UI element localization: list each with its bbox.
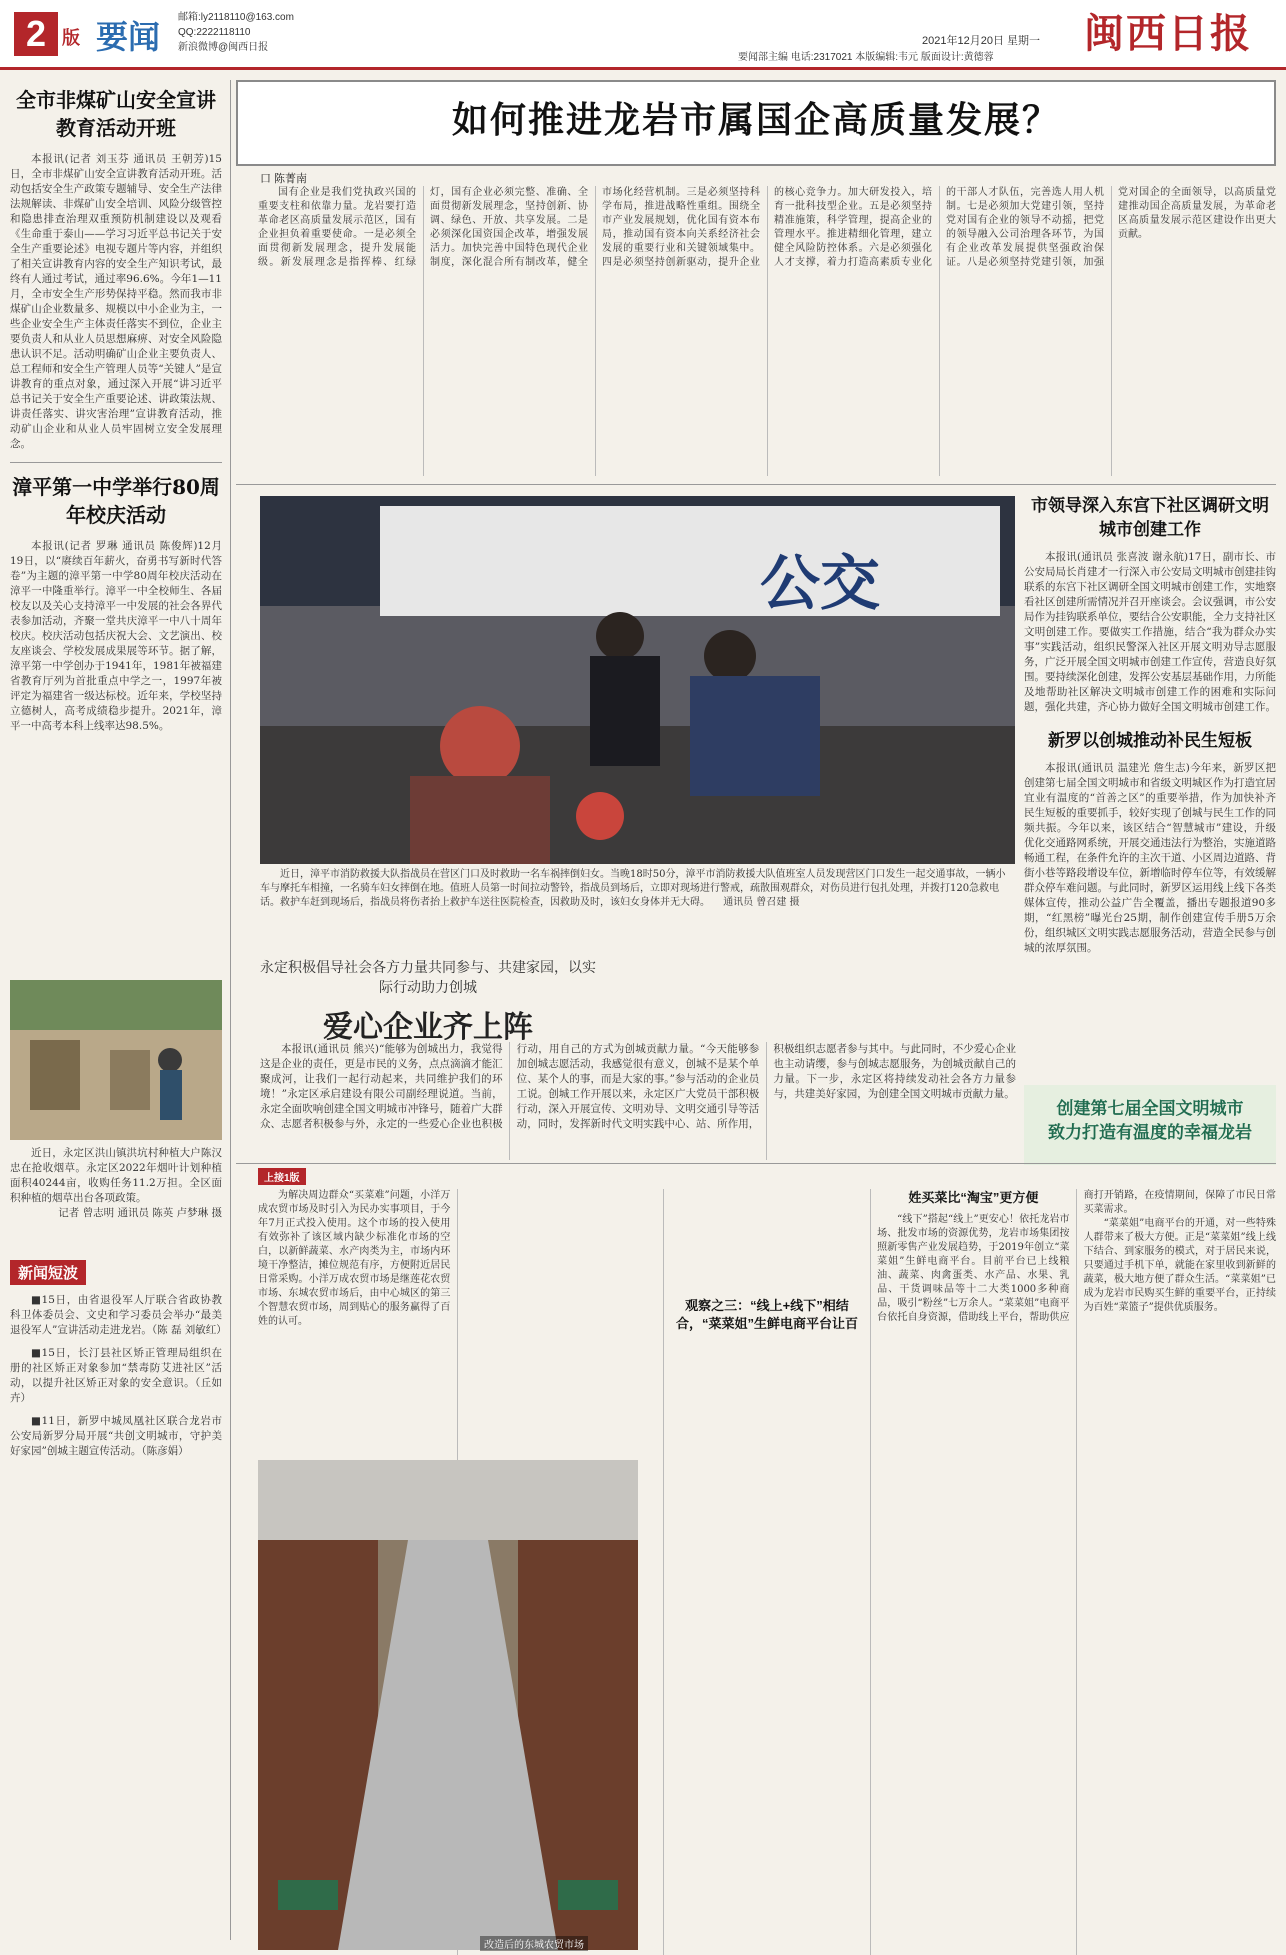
rescue-caption-text: 近日，漳平市消防救援大队指战员在营区门口及时救助一名车祸摔倒妇女。当晚18时50分，漳平市消防救援大队值班室人员发现营区门口发生一起交通事故，一辆小车与摩托车相撞，一名骑车妇女摔倒在地。值班人员第一时间拉动警铃，指战员到场后，立即对现场进行警戒，疏散围观群众，对伤员进行包扎处理，并拨打120急救电话。救护车赶到现场后，指战员将伤者抬上救护车送往医院检查，因救助及时，该妇女身体并无大碍。 [260,869,1006,908]
market-subhead: 观察之三：“线上+线下”相结合，“菜菜姐”生鲜电商平台让百姓买菜比“淘宝”更方便 [675,1190,1039,1331]
market-body: 为解决周边群众“买菜难”问题，小洋万成农贸市场及时引入为民办实事项目，于今年7月正式投入使用。这个市场的投入使用有效弥补了该区域内缺少标准化市场的空白，以新鲜蔬菜、水产肉类为主，市场内环境干净整洁，摊位规范有序，方便附近居民日常采购。小洋万成农贸市场是继莲花农贸市场、东城农贸市场后，由中心城区的第三个智慧农贸市场，周到贴心的服务赢得了百姓的认可。 [258,1190,451,1327]
market-body-3: “菜菜姐”电商平台的开通，对一些特殊人群带来了极大方便。正是“菜菜姐”线上线下结合、到家服务的模式，对于居民来说，只要通过手机下单，就能在家里收到新鲜的蔬菜，极大地方便了群众生活。“菜菜姐”已成为龙岩市民购买生鲜的重要平台，正持续为百姓“菜篮子”提供优质服务。 [1083,1218,1276,1313]
headline-title: 如何推进龙岩市属国企高质量发展？ [451,100,1060,141]
weibo-line: 新浪微博@闽西日报 [178,42,269,53]
civilized-city-banner [1024,1085,1276,1165]
article-body-xinluo: 本报讯(通讯员 温建光 詹生志)今年来，新罗区把创建第七届全国文明城市和省级文明城区作为打造宜居宜业有温度的“首善之区”的重要举措，作为加快补齐民生短板的重要抓手，较好实现了创城与民生工作的同频共振。今年以来，该区结合“智慧城市”建设，升级优化交通路网系统，开展交通违法行为整治，实施道路畅通工程，在条件允许的主次干道、小区周边道路、背街小巷等路段增设车位，新增临时停车位等，有效缓解群众停车难问题。与此同时，新罗区运用线上线下各类媒体宣传，推动公益广告全覆盖，播出专题报道90多期，“红黑榜”曝光台25期，制作创建宣传手册5万余份，组织城区文明实践志愿服务活动，营造全民参与创城的浓厚氛围。 [1024,762,1276,954]
column-divider [230,80,231,1940]
headline-article-body [258,186,1276,476]
article-body-zhangping: 本报讯(记者 罗琳 通讯员 陈俊辉)12月19日，以“赓续百年薪火，奋勇书写新时代答卷”为主题的漳平第一中学80周年校庆活动在漳平一中隆重举行。漳平一中全校师生、各届校友以及关心支持漳平一中发展的社会各界代表参加活动，齐聚一堂共庆漳平一中八十周年校庆。校庆活动包括庆祝大会、文艺演出、校友座谈会、学校发展成果展等环节。据了解，漳平第一中学创办于1941年，1981年被福建省教育厅列为首批重点中学之一，1997年被评定为福建省一级达标校。近年来，学校坚持立德树人，高考成绩稳步提升。2021年，漳平一中高考本科上线率达98.5%。 [10,540,222,732]
staff-line: 要闻部主编 电话:2317021 本版编辑:韦元 版面设计:黄德蓉 [738,52,994,63]
article-title-xinluo: 新罗以创城推动补民生短板 [1048,731,1252,751]
brief-item: ■11日，新罗中城凤凰社区联合龙岩市公安局新罗分局开展“共创文明城市，守护美好家园”创城主题宣传活动。（陈彦娟） [10,1415,222,1457]
rescue-caption [260,868,1015,910]
article-body-mining: 本报讯(记者 刘玉芬 通讯员 王朝芳)15日，全市非煤矿山安全宣讲教育活动开班。活动包括安全生产政策专题辅导、安全生产法律法规解读、非煤矿山安全培训、风险分级管控和隐患排查治理双重预防机制建设以及观看《生命重于泰山——学习习近平总书记关于安全生产重要论述》电视专题片等内容，并组织了相关宣讲教育内容的安全生产知识考试，最终有人通过考试，通过率96.6%。今年1—11月，全市安全生产形势保持平稳。然而我市非煤矿山企业数量多、规模以中小企业为主，一些企业安全生产主体责任落实不到位，企业主要负责人和从业人员思想麻痹、对安全风险隐患认识不足。活动明确矿山企业主要负责人、总工程师和安全生产管理人员等“关键人”是宣讲教育的重点对象，通过深入开展“讲习近平总书记关于安全生产重要论述、讲政策法规、讲责任落实、讲灾害治理”宣讲教育活动，推动矿山企业和从业人员牢固树立安全发展理念。 [10,153,222,450]
article-title-mining: 全市非煤矿山安全宣讲教育活动开班 [16,88,216,140]
newspaper-logo: 闽西日报 [1084,10,1252,57]
byline: 口 陈菁南 [260,173,308,185]
tobacco-caption [10,1146,222,1221]
right-column [1024,490,1276,956]
aixin-title: 爱心企业齐上阵 [323,1010,533,1045]
banner-slogan [1024,1097,1276,1145]
brief-item: ■15日，长汀县社区矫正管理局组织在册的社区矫正对象参加“禁毒防艾进社区”活动，以提升社区矫正对象的安全意识。（丘如卉） [10,1347,222,1404]
rescue-scene-image [260,496,1015,864]
market-caption: 改造后的东城农贸市场 [480,1936,588,1951]
divider [236,484,1276,485]
article-body-dongguan: 本报讯(通讯员 张喜波 谢永航)17日，副市长、市公安局局长肖建才一行深入市公安局文明城市创建挂钩联系的东宫下社区调研全国文明城市创建工作，实地察看社区创建所需情况并召开座谈会。会议强调，市公安局作为挂钩联系单位，要结合公安职能，全力支持社区文明创建工作。要做实工作措施，结合“我为群众办实事”实践活动，组织民警深入社区开展文明劝导志愿服务，广泛开展全国文明城市创建工作宣传，营造良好氛围。要持续深化创建，发挥公安基层基础作用，力所能及地帮助社区解决文明城市创建工作的困难和实际问题，强化共建，齐心协力做好全国文明城市创建工作。 [1024,551,1276,713]
tobacco-caption-text: 近日，永定区洪山镇洪坑村种植大户陈汉忠在抢收烟草。永定区2022年烟叶计划种植面积40244亩，收购任务11.2万担。全区面积种植的烟草出台各项政策。 [10,1147,222,1204]
divider [236,1163,1276,1164]
news-brief-title: 新闻短波 [10,1260,86,1285]
tobacco-credit: 记者 曾志明 通讯员 陈英 卢梦琳 摄 [58,1207,222,1219]
tobacco-photo [10,980,222,1140]
page-number: 2 [14,12,58,56]
rescue-credit: 通讯员 曾召建 摄 [723,897,800,908]
banner-slogan-line2: 致力打造有温度的幸福龙岩 [1048,1123,1252,1142]
banner-slogan-line1: 创建第七届全国文明城市 [1056,1099,1244,1118]
aixin-subtitle: 永定积极倡导社会各方力量共同参与、共建家园，以实际行动助力创城 [260,960,596,996]
headline-banner [236,80,1276,166]
tobacco-field-image [10,980,222,1140]
market-body-2: “线下”搭起“线上”更安心！依托龙岩市场、批发市场的资源优势，龙岩市场集团按照新零售产业发展趋势，于2019年创立“菜菜姐”生鲜电商平台。目前平台已上线粮油、蔬菜、肉禽蛋类、水产品、水果、乳品、干货调味品等十二大类1000多种商品，吸引“粉丝”七万余人。“菜菜姐”电商平台依托自身资源，借助线上平台，帮助供应商打开销路，在疫情期间，保障了市民日常买菜需求。 [877,1190,1276,1323]
brief-item: ■15日，由省退役军人厅联合省政协教科卫体委员会、文史和学习委员会举办“最美退役军人”宣讲活动走进龙岩。（陈 磊 刘敏红） [10,1294,227,1336]
market-photo [258,1460,638,1950]
market-interior-image [258,1460,638,1950]
page-ban-label: 版 [62,28,80,48]
continued-tag: 上接1版 [258,1168,306,1185]
aixin-body: 本报讯(通讯员 熊兴)“能够为创城出力，我觉得这是企业的责任，更是市民的义务，点点滴滴才能汇聚成河，让我们一起行动起来，共同维护我们的环境！”永定区承启建设有限公司副经理说道。当前，永定全面吹响创建全国文明城市冲锋号，随着广大群众、志愿者积极参与外，永定的一些爱心企业也积极行动，用自己的方式为创城贡献力量。“今天能够参加创城志愿活动，我感觉很有意义，创城不是某个单位、某个人的事，而是大家的事。”参与活动的企业员工说。创城工作开展以来，永定区广大党员干部积极行动，深入开展宣传、文明劝导、文明交通引导等活动，同时，发挥新时代文明实践中心、站、所作用，积极组织志愿者参与其中。与此同时，不少爱心企业也主动请缨，参与创城志愿服务，为创城贡献自己的力量。下一步，永定区将持续发动社会各方力量参与，共建美好家园，为创建全国文明城市贡献力量。 [260,1043,1016,1130]
section-title: 要闻 [96,19,161,55]
left-column [10,80,222,734]
contact-info [178,10,294,55]
headline-article-text: 国有企业是我们党执政兴国的重要支柱和依靠力量。龙岩要打造革命老区高质量发展示范区，国有企业担负着重要使命。一是必须全面贯彻新发展理念，提升发展能级。新发展理念是指挥棒、红绿灯，国有企业必须完整、准确、全面贯彻新发展理念，坚持创新、协调、绿色、开放、共享发展。二是必须深化国资国企改革，增强发展活力。加快完善中国特色现代企业制度，深化混合所有制改革，健全市场化经营机制。三是必须坚持科学布局，推进战略性重组。围绕全市产业发展规划，优化国有资本布局，推动国有资本向关系经济社会发展的重要行业和关键领域集中。四是必须坚持创新驱动，提升企业的核心竞争力。加大研发投入，培育一批科技型企业。五是必须坚持精准施策，科学管理，提高企业的管理水平。推进精细化管理，建立健全风险防控体系。六是必须强化人才支撑，着力打造高素质专业化的干部人才队伍，完善选人用人机制。七是必须加大党建引领，坚持党对国有企业的领导不动摇，把党的领导融入公司治理各环节，为国有企业改革发展提供坚强政治保证。八是必须坚持党建引领，加强党对国企的全面领导，以高质量党建推动国企高质量发展，为革命老区高质量发展示范区建设作出更大贡献。 [258,187,1276,268]
article-title-dongguan: 市领导深入东宫下社区调研文明城市创建工作 [1031,496,1269,540]
article-title-zhangping: 漳平第一中学举行80周年校庆活动 [12,475,220,527]
bus-text: 公交 [760,549,880,619]
masthead [0,0,1286,70]
date-line: 2021年12月20日 星期一 [922,35,1040,47]
news-brief-box [10,1260,227,1459]
aixin-body-cols [260,1042,1016,1160]
rescue-photo [260,496,1015,864]
qq-line: QQ:2222118110 [178,27,251,38]
email-line: 邮箱:ly2118110@163.com [178,12,294,23]
